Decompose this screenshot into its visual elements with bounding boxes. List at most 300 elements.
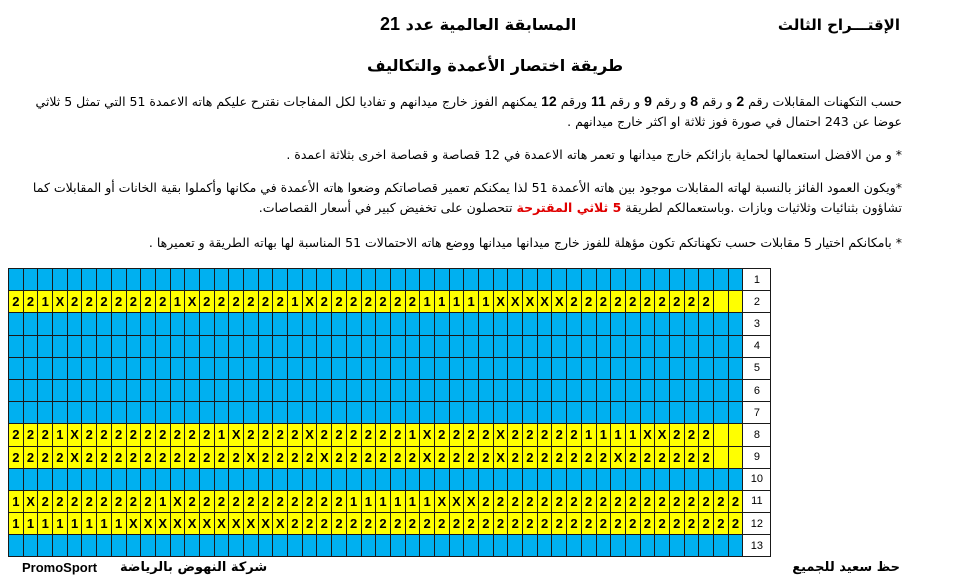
grid-cell bbox=[155, 535, 170, 557]
grid-cell bbox=[390, 357, 405, 379]
grid-cell: X bbox=[185, 291, 200, 313]
grid-cell bbox=[449, 468, 464, 490]
grid-cell bbox=[9, 269, 24, 291]
grid-cell bbox=[229, 379, 244, 401]
grid-cell: X bbox=[640, 424, 655, 446]
grid-cell: 2 bbox=[581, 513, 596, 535]
grid-cell: 2 bbox=[699, 513, 714, 535]
grid-cell: 2 bbox=[332, 446, 347, 468]
grid-cell bbox=[332, 357, 347, 379]
grid-cell: 2 bbox=[199, 490, 214, 512]
grid-cell: 2 bbox=[185, 490, 200, 512]
grid-cell bbox=[376, 402, 391, 424]
p1-text-b: و رقم bbox=[702, 94, 733, 109]
grid-cell: 2 bbox=[523, 446, 538, 468]
grid-cell: 2 bbox=[67, 291, 82, 313]
grid-cell bbox=[449, 402, 464, 424]
grid-cell: X bbox=[170, 513, 185, 535]
grid-cell bbox=[728, 335, 743, 357]
grid-cell bbox=[390, 269, 405, 291]
grid-cell bbox=[155, 402, 170, 424]
grid-row bbox=[9, 313, 771, 335]
grid-cell bbox=[185, 535, 200, 557]
grid-cell bbox=[361, 335, 376, 357]
grid-cell: 2 bbox=[508, 424, 523, 446]
grid-cell bbox=[273, 357, 288, 379]
grid-cell: 2 bbox=[302, 513, 317, 535]
grid-cell bbox=[611, 402, 626, 424]
grid-cell bbox=[185, 468, 200, 490]
grid-cell bbox=[170, 468, 185, 490]
grid-cell: 2 bbox=[611, 490, 626, 512]
grid-cell bbox=[23, 402, 38, 424]
grid-cell: 2 bbox=[596, 513, 611, 535]
grid-cell: 2 bbox=[581, 490, 596, 512]
grid-cell bbox=[9, 335, 24, 357]
grid-cell bbox=[420, 313, 435, 335]
grid-cell bbox=[126, 313, 141, 335]
grid-cell: 2 bbox=[523, 513, 538, 535]
grid-cell bbox=[581, 535, 596, 557]
grid-cell bbox=[23, 468, 38, 490]
grid-cell bbox=[552, 313, 567, 335]
grid-cell bbox=[611, 468, 626, 490]
grid-cell bbox=[376, 313, 391, 335]
grid-cell bbox=[361, 269, 376, 291]
grid-cell bbox=[581, 313, 596, 335]
grid-cell bbox=[317, 535, 332, 557]
grid-cell bbox=[258, 335, 273, 357]
grid-cell bbox=[567, 468, 582, 490]
grid-cell bbox=[53, 468, 68, 490]
grid-cell bbox=[640, 535, 655, 557]
grid-cell bbox=[669, 357, 684, 379]
grid-cell bbox=[229, 269, 244, 291]
grid-cell bbox=[229, 335, 244, 357]
grid-cell: 1 bbox=[53, 424, 68, 446]
grid-cell: 2 bbox=[244, 424, 259, 446]
row-number: 2 bbox=[743, 291, 771, 313]
grid-cell: 2 bbox=[317, 513, 332, 535]
grid-cell bbox=[258, 379, 273, 401]
grid-cell bbox=[684, 535, 699, 557]
grid-cell: 1 bbox=[38, 513, 53, 535]
grid-cell: 1 bbox=[346, 490, 361, 512]
grid-cell bbox=[97, 535, 112, 557]
grid-cell: 2 bbox=[508, 490, 523, 512]
grid-cell bbox=[185, 269, 200, 291]
grid-cell bbox=[199, 269, 214, 291]
grid-cell bbox=[728, 379, 743, 401]
grid-cell: 2 bbox=[640, 291, 655, 313]
grid-cell: 2 bbox=[420, 513, 435, 535]
grid-cell bbox=[23, 269, 38, 291]
grid-cell: 2 bbox=[493, 490, 508, 512]
grid-cell bbox=[170, 357, 185, 379]
grid-cell: 2 bbox=[669, 291, 684, 313]
grid-cell bbox=[111, 468, 126, 490]
grid-cell bbox=[97, 402, 112, 424]
grid-cell: 2 bbox=[199, 424, 214, 446]
grid-cell bbox=[141, 468, 156, 490]
grid-cell bbox=[390, 535, 405, 557]
grid-cell bbox=[640, 468, 655, 490]
grid-cell bbox=[155, 269, 170, 291]
grid-cell bbox=[185, 379, 200, 401]
grid-cell: 2 bbox=[479, 446, 494, 468]
grid-cell bbox=[434, 269, 449, 291]
grid-cell bbox=[82, 313, 97, 335]
grid-cell bbox=[258, 357, 273, 379]
grid-cell: X bbox=[214, 513, 229, 535]
grid-cell: 2 bbox=[699, 291, 714, 313]
paragraph-choice: * بامكانكم اختيار 5 مقابلات حسب تكهناتكم تكون مؤهلة للفوز خارج ميدانها ميدانها ووضع هاته الاحتمالات 51 المناسبة لها بهاته الطريقة و تعميرها . bbox=[148, 235, 902, 250]
grid-cell bbox=[346, 468, 361, 490]
grid-cell: 2 bbox=[273, 490, 288, 512]
grid-cell bbox=[699, 313, 714, 335]
grid-cell bbox=[38, 357, 53, 379]
grid-cell bbox=[111, 269, 126, 291]
title-number: 21 bbox=[380, 14, 401, 34]
grid-cell: X bbox=[302, 291, 317, 313]
grid-cell bbox=[596, 379, 611, 401]
grid-cell bbox=[434, 379, 449, 401]
grid-cell bbox=[141, 313, 156, 335]
grid-cell: 2 bbox=[669, 424, 684, 446]
grid-cell bbox=[390, 468, 405, 490]
grid-cell bbox=[552, 402, 567, 424]
grid-cell bbox=[302, 269, 317, 291]
grid-cell bbox=[596, 313, 611, 335]
grid-cell bbox=[126, 379, 141, 401]
grid-cell bbox=[97, 468, 112, 490]
grid-cell bbox=[288, 535, 303, 557]
grid-cell bbox=[23, 535, 38, 557]
grid-cell bbox=[669, 313, 684, 335]
grid-cell: X bbox=[449, 490, 464, 512]
grid-cell bbox=[82, 357, 97, 379]
grid-cell: 2 bbox=[376, 446, 391, 468]
grid-cell: 2 bbox=[23, 291, 38, 313]
grid-cell bbox=[302, 335, 317, 357]
grid-cell bbox=[405, 379, 420, 401]
grid-cell: 2 bbox=[214, 291, 229, 313]
grid-cell bbox=[332, 335, 347, 357]
grid-cell bbox=[669, 335, 684, 357]
grid-cell: 2 bbox=[479, 424, 494, 446]
grid-cell bbox=[288, 269, 303, 291]
row-number: 13 bbox=[743, 535, 771, 557]
grid-cell bbox=[669, 535, 684, 557]
grid-cell bbox=[126, 335, 141, 357]
grid-cell bbox=[199, 379, 214, 401]
grid-cell bbox=[508, 335, 523, 357]
grid-cell bbox=[82, 402, 97, 424]
grid-cell bbox=[567, 269, 582, 291]
grid-cell: 2 bbox=[258, 490, 273, 512]
grid-cell: 2 bbox=[332, 513, 347, 535]
grid-cell bbox=[141, 379, 156, 401]
grid-cell bbox=[332, 379, 347, 401]
grid-cell: 2 bbox=[684, 490, 699, 512]
grid-cell bbox=[493, 335, 508, 357]
grid-cell bbox=[479, 357, 494, 379]
grid-cell bbox=[420, 402, 435, 424]
grid-cell bbox=[684, 402, 699, 424]
grid-cell bbox=[376, 379, 391, 401]
grid-cell bbox=[332, 269, 347, 291]
grid-cell bbox=[302, 357, 317, 379]
grid-cell bbox=[82, 468, 97, 490]
grid-cell bbox=[288, 402, 303, 424]
grid-cell: 2 bbox=[625, 291, 640, 313]
grid-cell: X bbox=[229, 513, 244, 535]
grid-cell: 2 bbox=[684, 446, 699, 468]
grid-cell bbox=[244, 313, 259, 335]
grid-cell bbox=[596, 357, 611, 379]
grid-cell: 2 bbox=[111, 291, 126, 313]
grid-cell: 1 bbox=[38, 291, 53, 313]
grid-cell bbox=[537, 313, 552, 335]
grid-cell bbox=[82, 269, 97, 291]
grid-cell: 2 bbox=[185, 446, 200, 468]
grid-cell bbox=[214, 535, 229, 557]
grid-cell bbox=[53, 402, 68, 424]
grid-cell bbox=[317, 379, 332, 401]
grid-cell: 2 bbox=[699, 446, 714, 468]
grid-cell bbox=[258, 402, 273, 424]
grid-cell bbox=[552, 468, 567, 490]
grid-cell: 2 bbox=[126, 490, 141, 512]
grid-cell bbox=[97, 269, 112, 291]
grid-cell bbox=[38, 535, 53, 557]
grid-cell bbox=[581, 468, 596, 490]
grid-cell: 2 bbox=[405, 513, 420, 535]
grid-cell bbox=[346, 379, 361, 401]
grid-cell bbox=[126, 402, 141, 424]
grid-cell bbox=[596, 535, 611, 557]
grid-cell bbox=[567, 357, 582, 379]
grid-cell bbox=[67, 535, 82, 557]
grid-cell: 2 bbox=[464, 424, 479, 446]
grid-cell: 2 bbox=[288, 446, 303, 468]
grid-cell bbox=[67, 402, 82, 424]
grid-cell bbox=[699, 335, 714, 357]
grid-cell bbox=[581, 335, 596, 357]
grid-cell bbox=[684, 269, 699, 291]
grid-cell: X bbox=[537, 291, 552, 313]
grid-cell bbox=[464, 357, 479, 379]
grid-cell: 2 bbox=[552, 424, 567, 446]
grid-cell bbox=[244, 269, 259, 291]
grid-cell bbox=[126, 468, 141, 490]
grid-cell bbox=[97, 335, 112, 357]
grid-cell: 2 bbox=[434, 424, 449, 446]
grid-cell: 2 bbox=[714, 490, 729, 512]
grid-cell bbox=[420, 357, 435, 379]
grid-cell: 1 bbox=[170, 291, 185, 313]
grid-row bbox=[9, 490, 771, 512]
grid-cell bbox=[611, 379, 626, 401]
grid-cell bbox=[728, 269, 743, 291]
grid-cell: 1 bbox=[405, 424, 420, 446]
grid-cell bbox=[420, 379, 435, 401]
grid-cell bbox=[714, 291, 729, 313]
grid-cell bbox=[714, 424, 729, 446]
grid-cell bbox=[273, 379, 288, 401]
grid-cell bbox=[493, 357, 508, 379]
grid-cell: 2 bbox=[332, 424, 347, 446]
grid-cell bbox=[273, 335, 288, 357]
p1-text-a: حسب التكهنات المقابلات رقم bbox=[748, 94, 902, 109]
grid-cell bbox=[361, 313, 376, 335]
grid-cell bbox=[23, 313, 38, 335]
grid-cell bbox=[434, 535, 449, 557]
grid-cell: 2 bbox=[82, 291, 97, 313]
grid-cell bbox=[244, 468, 259, 490]
grid-cell bbox=[714, 269, 729, 291]
grid-cell bbox=[655, 535, 670, 557]
grid-cell bbox=[479, 468, 494, 490]
grid-cell bbox=[655, 357, 670, 379]
grid-cell: X bbox=[273, 513, 288, 535]
grid-cell: X bbox=[317, 446, 332, 468]
grid-cell: 2 bbox=[567, 446, 582, 468]
grid-cell: 1 bbox=[449, 291, 464, 313]
grid-cell bbox=[611, 313, 626, 335]
row-number: 7 bbox=[743, 402, 771, 424]
grid-cell: 2 bbox=[53, 446, 68, 468]
grid-row bbox=[9, 357, 771, 379]
grid-cell: 2 bbox=[361, 513, 376, 535]
grid-cell bbox=[67, 335, 82, 357]
grid-cell bbox=[464, 269, 479, 291]
prediction-grid bbox=[8, 268, 771, 557]
grid-cell bbox=[23, 379, 38, 401]
grid-cell bbox=[317, 313, 332, 335]
grid-cell bbox=[199, 335, 214, 357]
grid-cell: 2 bbox=[346, 424, 361, 446]
grid-cell bbox=[185, 402, 200, 424]
grid-cell bbox=[567, 335, 582, 357]
grid-cell: 2 bbox=[537, 446, 552, 468]
grid-cell: 2 bbox=[244, 490, 259, 512]
grid-cell bbox=[640, 357, 655, 379]
grid-cell bbox=[38, 402, 53, 424]
grid-cell bbox=[699, 357, 714, 379]
grid-cell bbox=[199, 535, 214, 557]
grid-cell bbox=[376, 357, 391, 379]
grid-cell bbox=[258, 535, 273, 557]
grid-cell: X bbox=[508, 291, 523, 313]
grid-cell: 2 bbox=[640, 513, 655, 535]
grid-cell bbox=[464, 468, 479, 490]
grid-cell: 2 bbox=[376, 513, 391, 535]
grid-cell bbox=[141, 402, 156, 424]
grid-cell bbox=[537, 379, 552, 401]
grid-cell bbox=[199, 468, 214, 490]
grid-cell: 2 bbox=[449, 513, 464, 535]
grid-cell: 2 bbox=[684, 424, 699, 446]
grid-cell bbox=[244, 535, 259, 557]
grid-cell: 2 bbox=[170, 424, 185, 446]
grid-cell: 2 bbox=[699, 424, 714, 446]
grid-cell bbox=[669, 269, 684, 291]
grid-cell bbox=[126, 269, 141, 291]
grid-cell bbox=[361, 535, 376, 557]
grid-cell: 2 bbox=[38, 446, 53, 468]
grid-cell: 2 bbox=[185, 424, 200, 446]
grid-cell: 2 bbox=[346, 446, 361, 468]
grid-cell: 2 bbox=[97, 490, 112, 512]
grid-cell: 2 bbox=[640, 490, 655, 512]
grid-cell bbox=[9, 357, 24, 379]
grid-cell: 2 bbox=[537, 424, 552, 446]
title-text: المسابقة العالمية عدد bbox=[405, 15, 577, 34]
grid-cell bbox=[38, 313, 53, 335]
grid-cell bbox=[170, 402, 185, 424]
grid-cell: 2 bbox=[9, 424, 24, 446]
grid-row bbox=[9, 424, 771, 446]
grid-cell bbox=[655, 402, 670, 424]
grid-cell: 2 bbox=[390, 291, 405, 313]
grid-cell: 2 bbox=[523, 424, 538, 446]
grid-cell bbox=[464, 402, 479, 424]
grid-cell bbox=[581, 269, 596, 291]
grid-cell bbox=[581, 402, 596, 424]
grid-cell: X bbox=[67, 424, 82, 446]
grid-cell bbox=[214, 269, 229, 291]
grid-cell bbox=[699, 535, 714, 557]
grid-cell bbox=[479, 269, 494, 291]
grid-cell bbox=[655, 313, 670, 335]
grid-row bbox=[9, 535, 771, 557]
grid-cell bbox=[611, 269, 626, 291]
grid-cell bbox=[684, 313, 699, 335]
grid-cell: 2 bbox=[728, 513, 743, 535]
grid-cell bbox=[53, 357, 68, 379]
grid-row bbox=[9, 291, 771, 313]
grid-cell: 1 bbox=[214, 424, 229, 446]
grid-cell bbox=[567, 402, 582, 424]
grid-cell: 2 bbox=[655, 446, 670, 468]
p1-text-e: ورقم bbox=[560, 94, 588, 109]
grid-cell: X bbox=[258, 513, 273, 535]
grid-cell bbox=[405, 468, 420, 490]
grid-cell: 2 bbox=[229, 291, 244, 313]
grid-cell bbox=[699, 269, 714, 291]
grid-cell bbox=[625, 402, 640, 424]
grid-cell: 2 bbox=[655, 513, 670, 535]
grid-cell bbox=[273, 402, 288, 424]
grid-cell: X bbox=[141, 513, 156, 535]
grid-cell bbox=[9, 535, 24, 557]
grid-cell: 2 bbox=[434, 446, 449, 468]
grid-cell bbox=[302, 313, 317, 335]
grid-cell bbox=[405, 313, 420, 335]
grid-cell bbox=[728, 402, 743, 424]
grid-cell bbox=[361, 357, 376, 379]
grid-cell: 2 bbox=[111, 424, 126, 446]
grid-cell bbox=[434, 335, 449, 357]
grid-cell bbox=[141, 535, 156, 557]
row-number: 4 bbox=[743, 335, 771, 357]
grid-cell bbox=[346, 357, 361, 379]
grid-cell bbox=[82, 535, 97, 557]
grid-cell: 1 bbox=[420, 291, 435, 313]
grid-cell bbox=[53, 335, 68, 357]
grid-cell bbox=[317, 468, 332, 490]
